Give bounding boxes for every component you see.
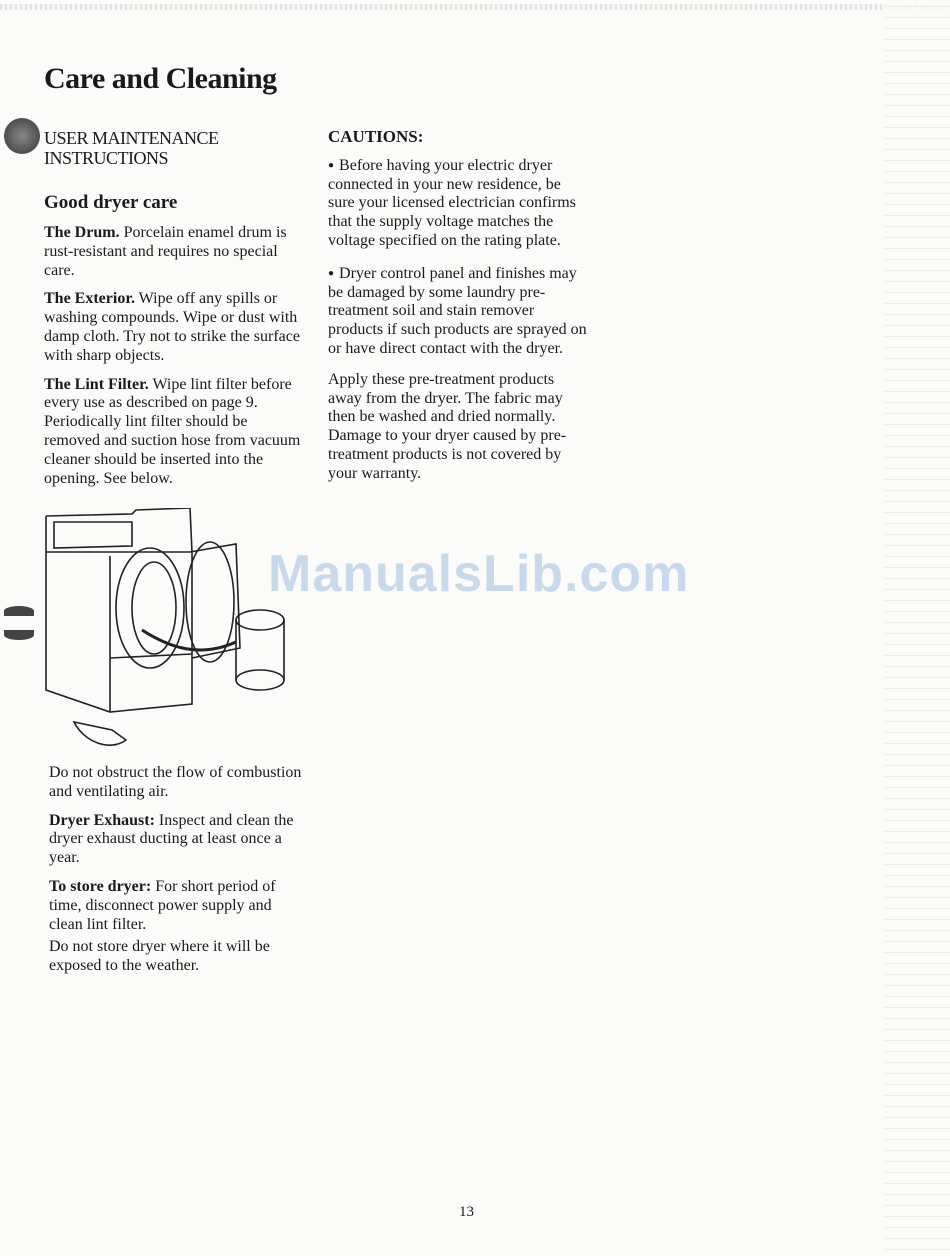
binding-mark-icon [4, 630, 34, 640]
scan-top-edge [0, 4, 950, 10]
paragraph-exhaust: Dryer Exhaust: Inspect and clean the dryer exhaust ducting at least once a year. [49, 811, 294, 867]
watermark: ManualsLib.com [268, 545, 690, 603]
left-column [44, 224, 304, 498]
paragraph-storage: To store dryer: For short period of time, disconnect power supply and clean lint filter. [49, 877, 276, 933]
section-bullet-icon [4, 118, 40, 154]
section-heading: USER MAINTENANCE INSTRUCTIONS [44, 128, 219, 168]
caution-paragraph: Apply these pre-treatment products away from the dryer. The fabric may then be washed and dried normally. Damage to your dryer caused by pre-treatment products is not covered by your warranty. [328, 370, 567, 482]
binding-mark-icon [4, 606, 34, 616]
paragraph-airflow: Do not obstruct the flow of combustion and ventilating air. [49, 764, 302, 800]
left-column-lower [49, 764, 309, 986]
paragraph-weather: Do not store dryer where it will be exposed to the weather. [49, 938, 270, 975]
caution-item: ● Before having your electric dryer connected in your new residence, be sure your licensed electrician confirms that the supply voltage matches the voltage specified on the rating plate. [328, 157, 588, 251]
cautions-column [328, 128, 588, 494]
paragraph-exterior: The Exterior. Wipe off any spills or washing compounds. Wipe or dust with damp cloth. Try not to strike the surface with sharp objects. [44, 290, 300, 364]
caution-item: ● Dryer control panel and finishes may be damaged by some laundry pre-treatment soil and stain remover products if such products are sprayed on or have direct contact with the dryer. [328, 265, 588, 359]
page-number: 13 [459, 1204, 474, 1220]
subheading: Good dryer care [44, 192, 178, 213]
paragraph-drum: The Drum. Porcelain enamel drum is rust-resistant and requires no special care. [44, 224, 287, 279]
dryer-illustration [40, 508, 300, 758]
page-title: Care and Cleaning [44, 62, 277, 95]
cautions-heading: CAUTIONS: [328, 127, 424, 146]
paragraph-lint-filter: The Lint Filter. Wipe lint filter before every use as described on page 9. Periodically lint filter should be removed and suction hose from vacuum cleaner should be inserted into the opening. See below. [44, 375, 301, 487]
scan-right-edge [884, 0, 950, 1256]
